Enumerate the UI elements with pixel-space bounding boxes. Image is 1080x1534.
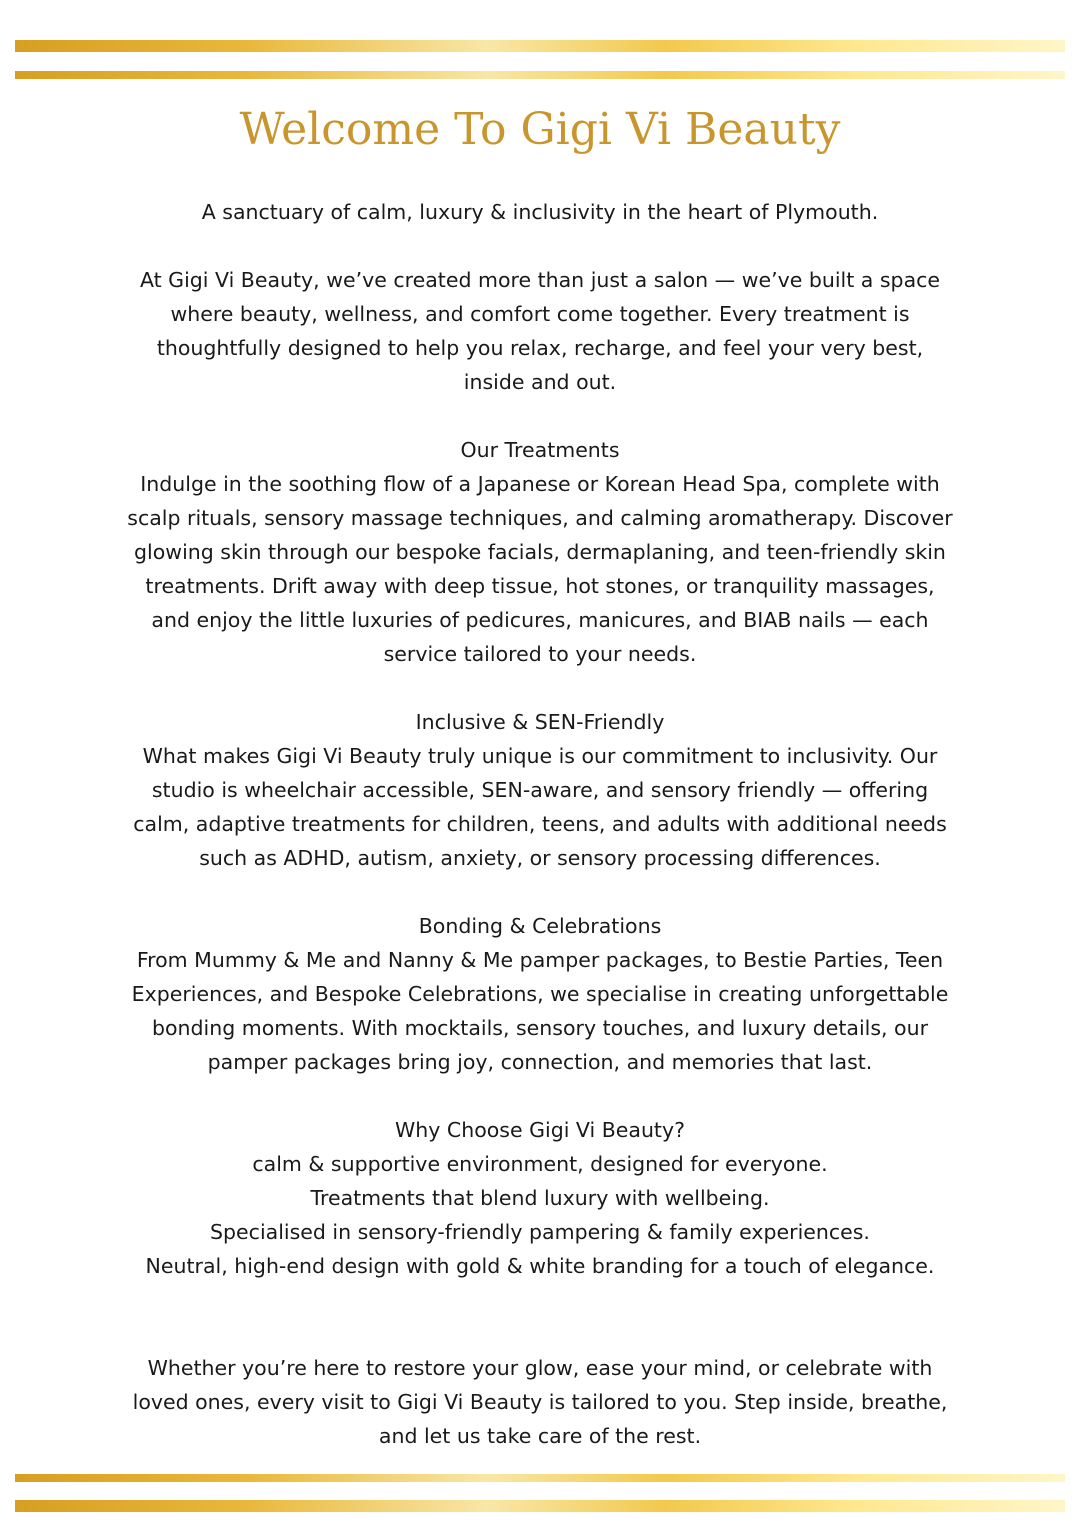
spacer	[40, 229, 1040, 263]
intro-line: inside and out.	[463, 370, 617, 394]
inclusive-line: studio is wheelchair accessible, SEN-aware, and sensory friendly — offering	[151, 778, 929, 802]
tagline: A sanctuary of calm, luxury & inclusivity in the heart of Plymouth.	[201, 200, 879, 224]
closing-line: and let us take care of the rest.	[378, 1424, 702, 1448]
top-gold-bar	[15, 40, 1065, 52]
intro-line: At Gigi Vi Beauty, we’ve created more than just a salon — we’ve built a space	[139, 268, 941, 292]
closing-line: Whether you’re here to restore your glow, ease your mind, or celebrate with	[147, 1356, 933, 1380]
top-gold-bar-thin	[15, 71, 1065, 79]
bottom-gold-bar-thin	[15, 1474, 1065, 1482]
treatments-line: scalp rituals, sensory massage techniques, and calming aromatherapy. Discover	[127, 506, 953, 530]
bonding-line: bonding moments. With mocktails, sensory touches, and luxury details, our	[151, 1016, 929, 1040]
treatments-line: Indulge in the soothing flow of a Japanese or Korean Head Spa, complete with	[140, 472, 940, 496]
why-line: Specialised in sensory-friendly pampering & family experiences.	[210, 1220, 870, 1244]
inclusive-heading: Inclusive & SEN-Friendly	[415, 710, 665, 734]
bonding-line: pamper packages bring joy, connection, and memories that last.	[207, 1050, 873, 1074]
spacer	[40, 1079, 1040, 1113]
treatments-line: and enjoy the little luxuries of pedicures, manicures, and BIAB nails — each	[151, 608, 929, 632]
inclusive-section	[40, 705, 1040, 875]
treatments-line: service tailored to your needs.	[383, 642, 697, 666]
treatments-section	[40, 433, 1040, 671]
treatments-line: treatments. Drift away with deep tissue, hot stones, or tranquility massages,	[145, 574, 935, 598]
why-line: Treatments that blend luxury with wellbeing.	[310, 1186, 770, 1210]
spacer	[40, 671, 1040, 705]
intro-section	[40, 263, 1040, 399]
treatments-line: glowing skin through our bespoke facials, dermaplaning, and teen-friendly skin	[134, 540, 946, 564]
bottom-gold-bar	[15, 1500, 1065, 1512]
page-title: Welcome To Gigi Vi Beauty	[239, 104, 841, 155]
inclusive-line: such as ADHD, autism, anxiety, or sensory processing differences.	[199, 846, 881, 870]
bonding-line: From Mummy & Me and Nanny & Me pamper packages, to Bestie Parties, Teen	[136, 948, 944, 972]
bonding-line: Experiences, and Bespoke Celebrations, we specialise in creating unforgettable	[131, 982, 949, 1006]
closing-section	[40, 1351, 1040, 1453]
intro-line: thoughtfully designed to help you relax, recharge, and feel your very best,	[156, 336, 924, 360]
spacer	[40, 399, 1040, 433]
why-heading: Why Choose Gigi Vi Beauty?	[395, 1118, 685, 1142]
main-content	[40, 195, 1040, 1453]
why-line: calm & supportive environment, designed for everyone.	[252, 1152, 828, 1176]
why-section	[40, 1113, 1040, 1283]
closing-line: loved ones, every visit to Gigi Vi Beauty is tailored to you. Step inside, breathe,	[132, 1390, 948, 1414]
inclusive-line: calm, adaptive treatments for children, teens, and adults with additional needs	[133, 812, 947, 836]
why-line: Neutral, high-end design with gold & white branding for a touch of elegance.	[145, 1254, 935, 1278]
spacer	[40, 1283, 1040, 1351]
bonding-section	[40, 909, 1040, 1079]
treatments-heading: Our Treatments	[460, 438, 620, 462]
intro-line: where beauty, wellness, and comfort come together. Every treatment is	[170, 302, 910, 326]
bonding-heading: Bonding & Celebrations	[418, 914, 662, 938]
spacer	[40, 875, 1040, 909]
inclusive-line: What makes Gigi Vi Beauty truly unique is our commitment to inclusivity. Our	[142, 744, 938, 768]
